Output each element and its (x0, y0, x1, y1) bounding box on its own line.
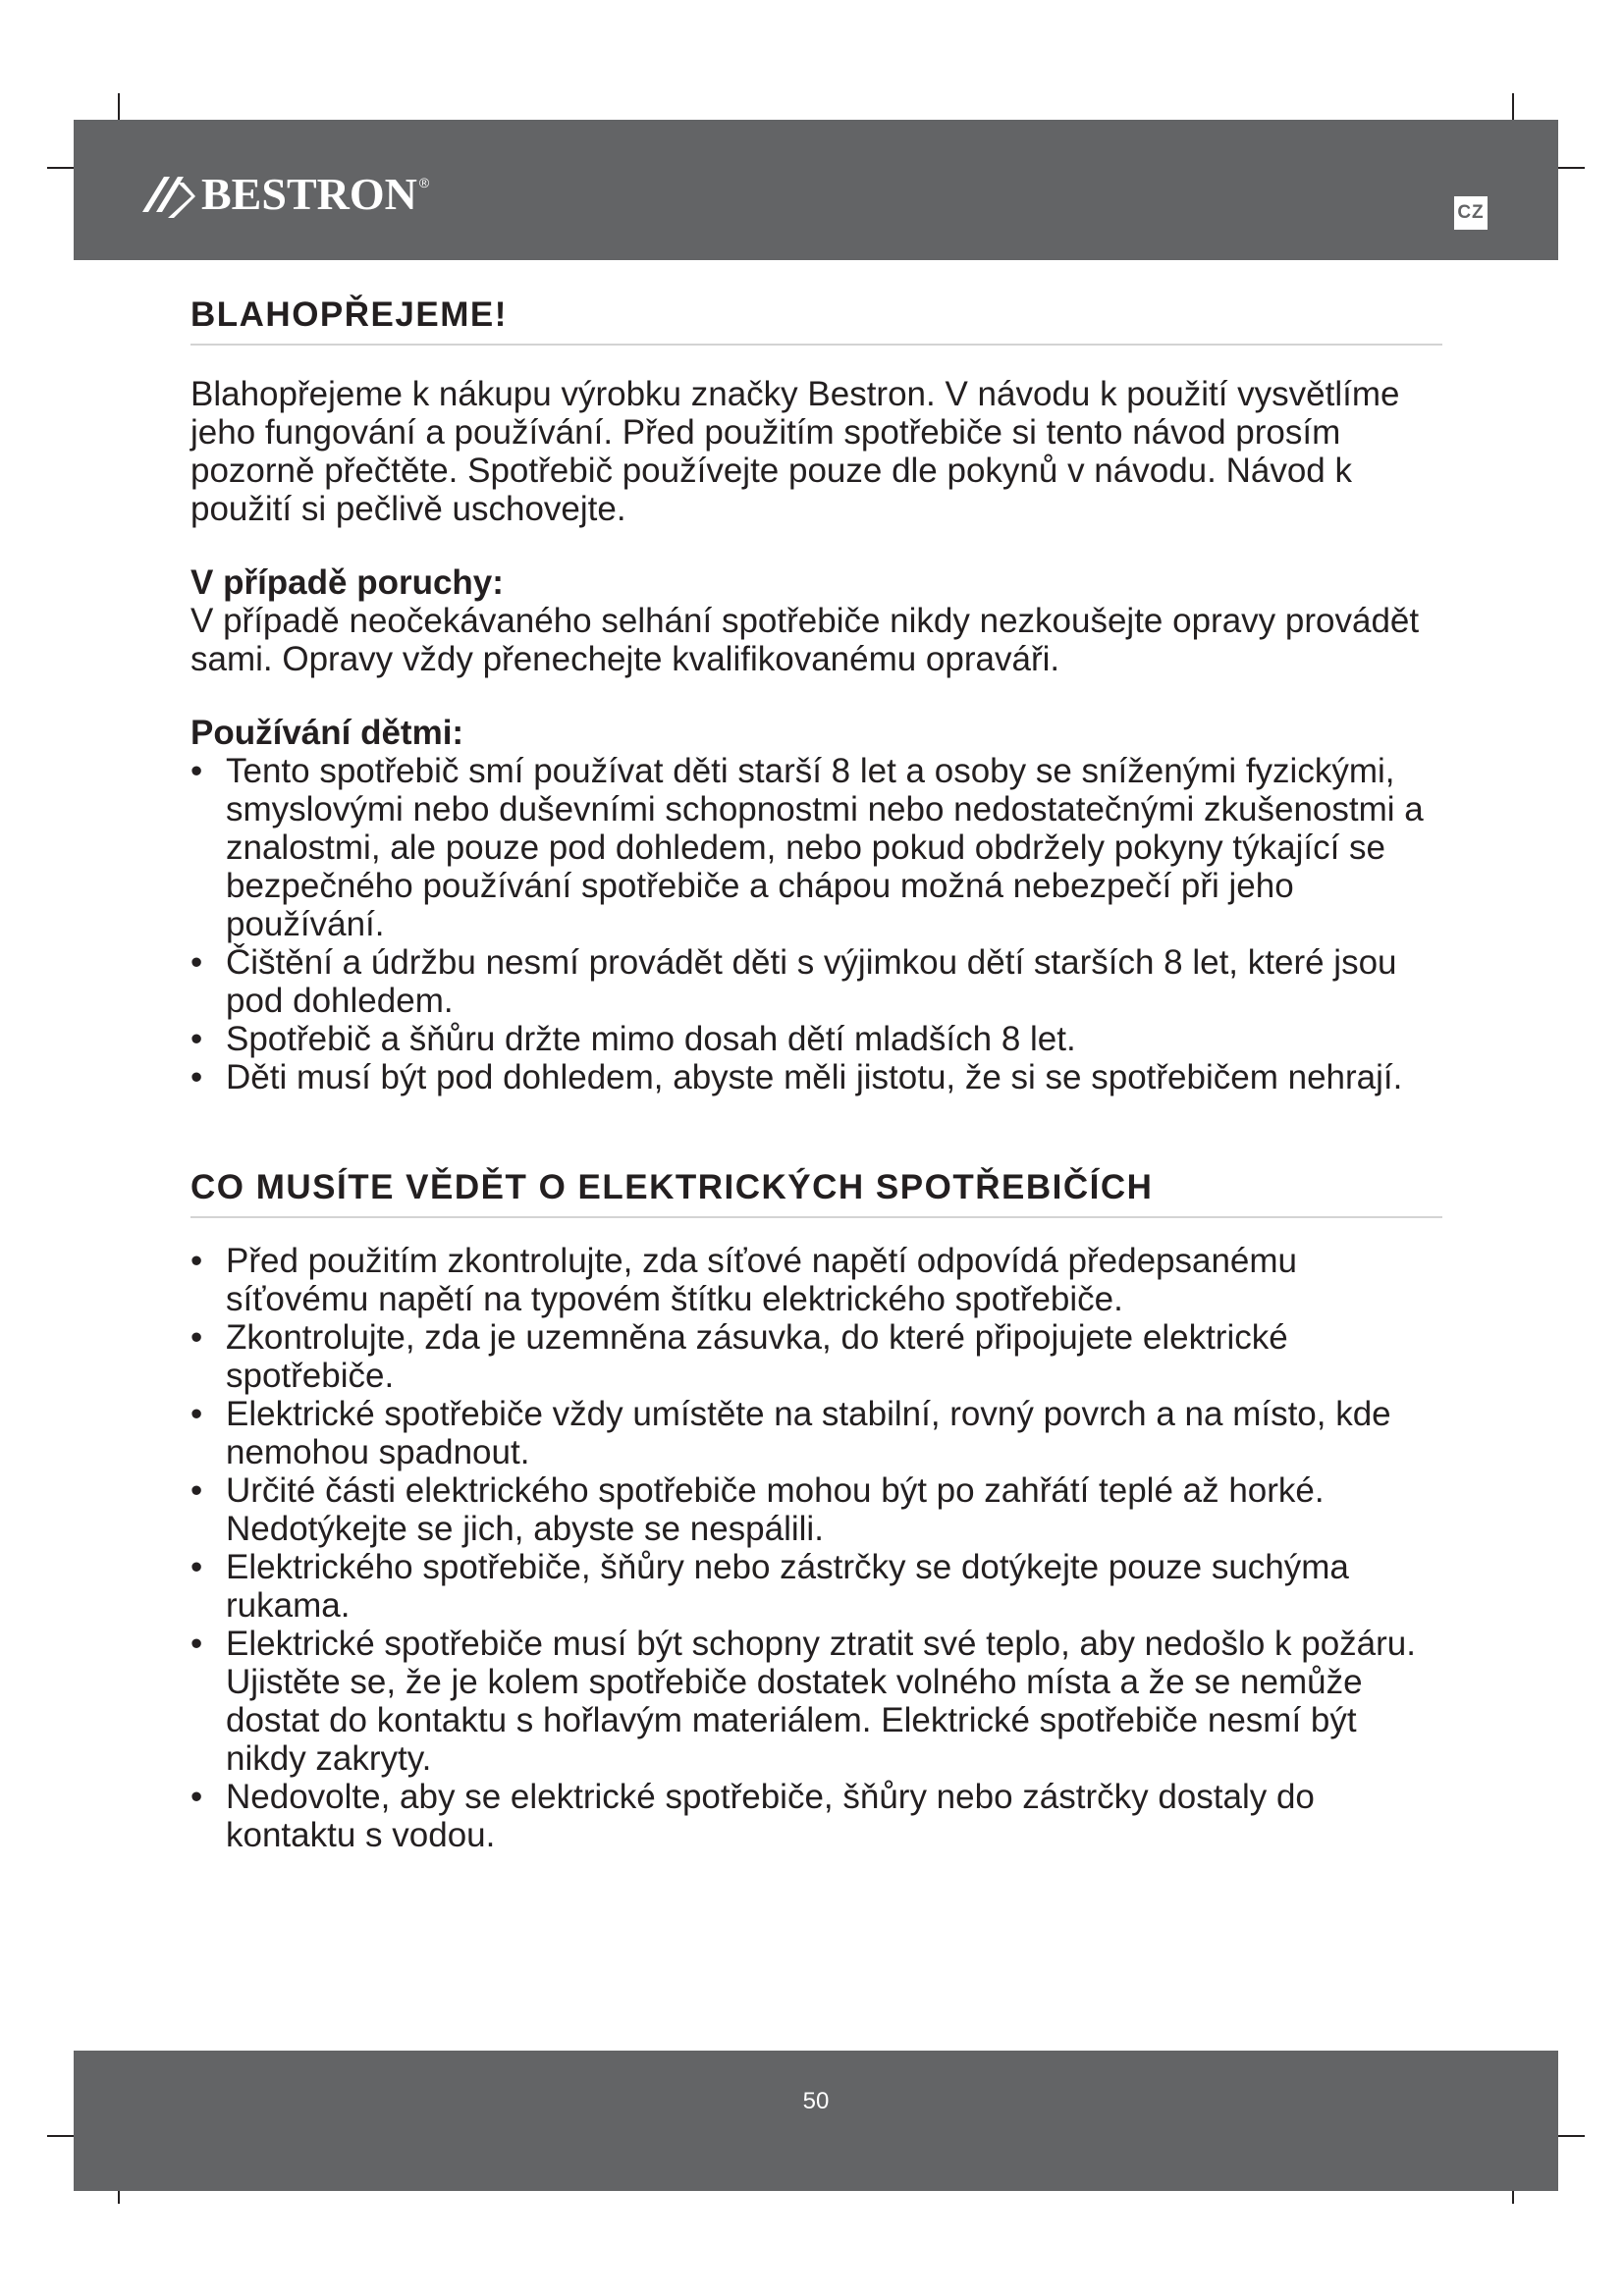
bullet-icon: • (190, 1471, 203, 1510)
header-bar (74, 120, 1558, 260)
bullet-icon: • (190, 1625, 203, 1663)
failure-heading: V případě poruchy: (190, 563, 504, 602)
bullet-icon: • (190, 943, 203, 982)
bullet-icon: • (190, 1242, 203, 1280)
list-item: • Nedovolte, aby se elektrické spotřebiče, šňůry nebo zástrčky dostaly do kontaktu s vodou. (190, 1778, 1315, 1854)
list-item: • Před použitím zkontrolujte, zda síťové napětí odpovídá předepsanému síťovému napětí na typovém štítku elektrického spotřebiče. (190, 1242, 1298, 1318)
brand-name: BESTRON (201, 169, 417, 219)
list-item: • Elektrického spotřebiče, šňůry nebo zástrčky se dotýkejte pouze suchýma rukama. (190, 1548, 1349, 1625)
section-title-electrical-appliances: CO MUSÍTE VĚDĚT O ELEKTRICKÝCH SPOTŘEBIČÍCH (190, 1167, 1442, 1218)
footer-bar (74, 2051, 1558, 2191)
electrical-safety-list (190, 1242, 1442, 1854)
bullet-icon: • (190, 1778, 203, 1816)
children-list (190, 752, 1442, 1096)
page-content (190, 294, 1442, 1854)
bullet-icon: • (190, 1020, 203, 1058)
children-heading: Používání dětmi: (190, 714, 464, 752)
list-item: • Děti musí být pod dohledem, abyste měli jistotu, že si se spotřebičem nehrají. (190, 1058, 1403, 1096)
chevrons-logo-icon (138, 167, 195, 222)
brand-logo (138, 167, 429, 222)
section-title-congratulations: BLAHOPŘEJEME! (190, 294, 1442, 346)
intro-paragraph: Blahopřejeme k nákupu výrobku značky Bestron. V návodu k použití vysvětlíme jeho fungování a používání. Před použitím spotřebiče si tento návod prosím pozorně přečtěte. Spotřebič používejte pouze dle pokynů v návodu. Návod k použití si pečlivě uschovejte. (190, 375, 1400, 528)
bullet-icon: • (190, 1395, 203, 1433)
failure-paragraph: V případě neočekávaného selhání spotřebiče nikdy nezkoušejte opravy provádět sami. Opravy vždy přenechejte kvalifikovanému opraváři. (190, 602, 1420, 678)
list-item: • Spotřebič a šňůru držte mimo dosah dětí mladších 8 let. (190, 1020, 1076, 1058)
bullet-icon: • (190, 752, 203, 790)
bullet-icon: • (190, 1058, 203, 1096)
list-item: • Zkontrolujte, zda je uzemněna zásuvka, do které připojujete elektrické spotřebiče. (190, 1318, 1288, 1395)
list-item: • Určité části elektrického spotřebiče mohou být po zahřátí teplé až horké. Nedotýkejte se jich, abyste se nespálili. (190, 1471, 1325, 1548)
list-item: • Elektrické spotřebiče vždy umístěte na stabilní, rovný povrch a na místo, kde nemohou spadnout. (190, 1395, 1391, 1471)
language-badge: CZ (1454, 196, 1488, 230)
list-item: • Čištění a údržbu nesmí provádět děti s výjimkou dětí starších 8 let, které jsou pod dohledem. (190, 943, 1397, 1020)
bullet-icon: • (190, 1318, 203, 1357)
page-number: 50 (802, 2088, 830, 2114)
bullet-icon: • (190, 1548, 203, 1586)
registered-mark-icon: ® (418, 175, 430, 190)
list-item: • Tento spotřebič smí používat děti starší 8 let a osoby se sníženými fyzickými, smyslovými nebo duševními schopnostmi nebo nedostatečnými zkušenostmi a znalostmi, ale pouze pod dohledem, nebo pokud obdržely pokyny týkající se bezpečného používání spotřebiče a chápou možná nebezpečí při jeho používání. (190, 752, 1424, 943)
list-item: • Elektrické spotřebiče musí být schopny ztratit své teplo, aby nedošlo k požáru. Ujistěte se, že je kolem spotřebiče dostatek volného místa a že se nemůže dostat do kontaktu s hořlavým materiálem. Elektrické spotřebiče nesmí být nikdy zakryty. (190, 1625, 1416, 1778)
